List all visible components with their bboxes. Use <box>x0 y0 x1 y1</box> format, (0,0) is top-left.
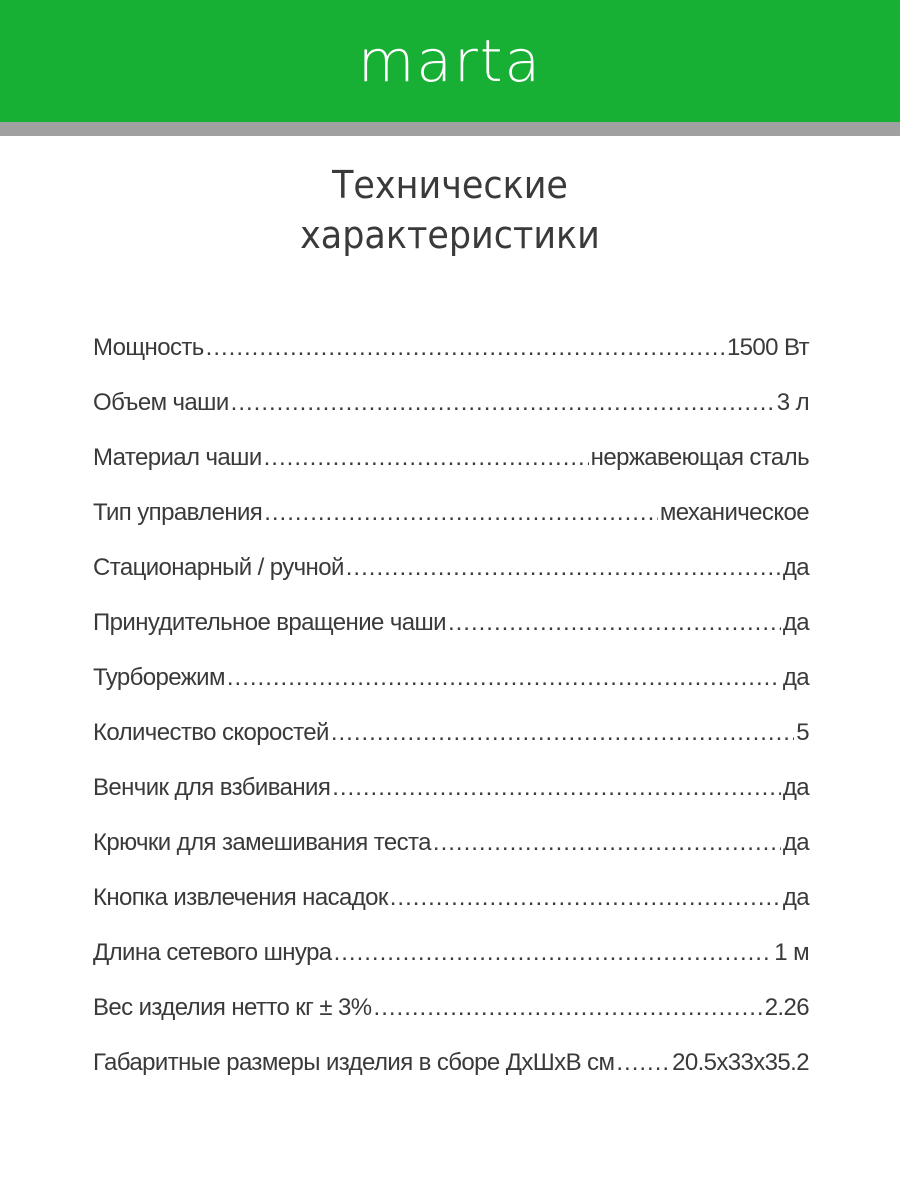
spec-label: Тип управления <box>93 499 263 526</box>
spec-label: Вес изделия нетто кг ± 3% <box>93 994 372 1021</box>
spec-value: механическое <box>659 499 809 526</box>
spec-row-turbo <box>93 664 809 719</box>
spec-row-dough-hooks <box>93 829 809 884</box>
dot-leader <box>331 719 794 747</box>
spec-label: Принудительное вращение чаши <box>93 609 446 636</box>
spec-label: Количество скоростей <box>93 719 329 746</box>
spec-value: да <box>782 829 809 856</box>
spec-label: Материал чаши <box>93 444 262 471</box>
spec-value: да <box>782 609 809 636</box>
spec-value: нержавеющая сталь <box>590 444 809 471</box>
dot-leader <box>433 829 781 857</box>
spec-label: Кнопка извлечения насадок <box>93 884 388 911</box>
spec-value: да <box>782 664 809 691</box>
spec-label: Мощность <box>93 334 204 361</box>
spec-row-eject-button <box>93 884 809 939</box>
spec-row-cord-length <box>93 939 809 994</box>
spec-row-speeds <box>93 719 809 774</box>
spec-row-stationary-handheld <box>93 554 809 609</box>
dot-leader <box>334 939 773 967</box>
dot-leader <box>616 1049 670 1077</box>
spec-label: Венчик для взбивания <box>93 774 331 801</box>
dot-leader <box>264 444 589 472</box>
spec-value: да <box>782 554 809 581</box>
spec-label: Объем чаши <box>93 389 229 416</box>
dot-leader <box>448 609 781 637</box>
dot-leader <box>374 994 763 1022</box>
page-title <box>36 160 864 260</box>
spec-list <box>93 334 809 1104</box>
spec-value: да <box>782 884 809 911</box>
dot-leader <box>206 334 725 362</box>
spec-value: да <box>782 774 809 801</box>
dot-leader <box>264 499 658 527</box>
spec-value: 1 м <box>774 939 809 966</box>
brand-logo: marta <box>357 27 543 95</box>
spec-label: Турборежим <box>93 664 225 691</box>
dot-leader <box>390 884 781 912</box>
spec-row-bowl-volume <box>93 389 809 444</box>
page-title-line-1: Технические <box>332 163 568 207</box>
spec-value: 3 л <box>776 389 809 416</box>
header-bar <box>0 0 900 122</box>
spec-label: Стационарный / ручной <box>93 554 344 581</box>
spec-label: Крючки для замешивания теста <box>93 829 431 856</box>
spec-value: 5 <box>796 719 809 746</box>
spec-row-control-type <box>93 499 809 554</box>
page-title-line-2: характеристики <box>300 213 600 257</box>
spec-value: 20.5х33х35.2 <box>672 1049 809 1076</box>
spec-value: 2.26 <box>764 994 809 1021</box>
spec-row-dimensions <box>93 1049 809 1104</box>
spec-row-bowl-rotation <box>93 609 809 664</box>
dot-leader <box>227 664 781 692</box>
dot-leader <box>346 554 781 582</box>
spec-row-net-weight <box>93 994 809 1049</box>
spec-value: 1500 Вт <box>726 334 809 361</box>
spec-label: Длина сетевого шнура <box>93 939 332 966</box>
spec-label: Габаритные размеры изделия в сборе ДхШхВ см <box>93 1049 615 1076</box>
dot-leader <box>231 389 775 417</box>
spec-row-power <box>93 334 809 389</box>
dot-leader <box>332 774 781 802</box>
spec-row-whisk <box>93 774 809 829</box>
spec-row-bowl-material <box>93 444 809 499</box>
header-divider-band <box>0 122 900 136</box>
